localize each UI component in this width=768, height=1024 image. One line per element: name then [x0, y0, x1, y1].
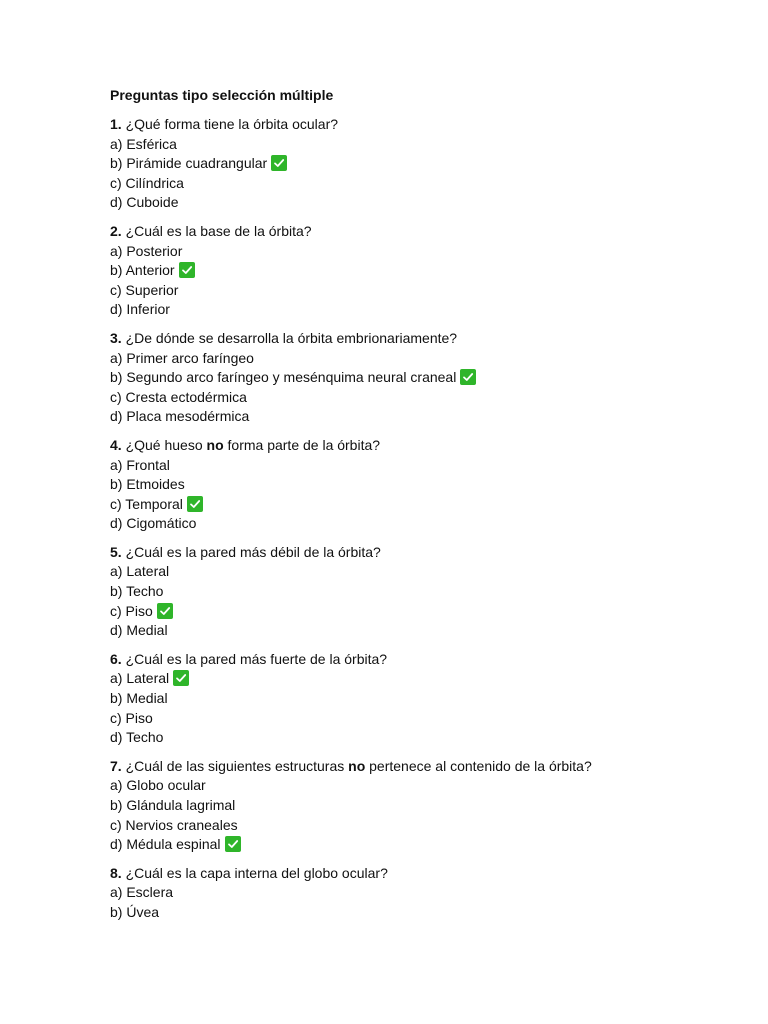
question-emphasis: no	[348, 757, 366, 774]
answer-option	[110, 903, 730, 923]
answer-option	[110, 261, 730, 281]
check-mark-icon	[460, 369, 476, 385]
answer-option-label: b) Úvea	[110, 903, 160, 920]
answer-option-label: b) Medial	[110, 690, 168, 707]
answer-option-label: c) Nervios craneales	[110, 816, 238, 833]
check-mark-icon	[173, 670, 189, 686]
answer-option	[110, 816, 730, 836]
question-5	[110, 543, 730, 641]
answer-option	[110, 883, 730, 903]
question-1	[110, 115, 730, 213]
question-segment: ¿De dónde se desarrolla la órbita embrionariamente?	[121, 329, 458, 346]
answer-option-label: b) Pirámide cuadrangular	[110, 155, 268, 172]
question-text	[110, 115, 730, 135]
answer-option	[110, 349, 730, 369]
question-number: 8.	[110, 864, 122, 881]
answer-option	[110, 621, 730, 641]
question-text	[110, 864, 730, 884]
document-page	[110, 86, 730, 932]
check-mark-icon	[179, 262, 195, 278]
answer-option	[110, 728, 730, 748]
answer-option-label: d) Médula espinal	[110, 836, 221, 853]
answer-option-label: b) Segundo arco faríngeo y mesénquima neural craneal	[110, 369, 457, 386]
question-segment: ¿Cuál es la base de la órbita?	[121, 222, 312, 239]
answer-option-label: d) Placa mesodérmica	[110, 408, 250, 425]
answer-option-label: c) Piso	[110, 602, 153, 619]
answer-option-label: a) Esclera	[110, 884, 174, 901]
answer-option-label: c) Superior	[110, 281, 179, 298]
answer-option	[110, 368, 730, 388]
question-segment: ¿Cuál es la capa interna del globo ocular?	[121, 864, 388, 881]
question-number: 4.	[110, 436, 122, 453]
answer-option-label: b) Techo	[110, 583, 164, 600]
document-title: Preguntas tipo selección múltiple	[110, 87, 334, 103]
question-6	[110, 650, 730, 748]
answer-option	[110, 154, 730, 174]
question-number: 5.	[110, 543, 122, 560]
answer-option-label: d) Inferior	[110, 301, 170, 318]
answer-option-label: d) Cuboide	[110, 194, 179, 211]
check-mark-icon	[157, 603, 173, 619]
answer-option	[110, 796, 730, 816]
answer-option-label: a) Esférica	[110, 135, 177, 152]
answer-option-label: a) Primer arco faríngeo	[110, 349, 254, 366]
answer-option	[110, 135, 730, 155]
question-text	[110, 543, 730, 563]
question-text	[110, 436, 730, 456]
question-segment: ¿Cuál es la pared más débil de la órbita?	[121, 543, 381, 560]
question-text	[110, 329, 730, 349]
answer-option	[110, 514, 730, 534]
question-segment: ¿Cuál es la pared más fuerte de la órbita?	[121, 650, 388, 667]
answer-option-label: d) Cigomático	[110, 515, 197, 532]
answer-option	[110, 562, 730, 582]
check-mark-icon	[225, 836, 241, 852]
answer-option-label: a) Posterior	[110, 242, 183, 259]
question-8	[110, 864, 730, 923]
answer-option	[110, 388, 730, 408]
answer-option-label: a) Frontal	[110, 456, 170, 473]
question-list	[110, 115, 730, 923]
question-2	[110, 222, 730, 320]
answer-option	[110, 709, 730, 729]
question-number: 3.	[110, 329, 122, 346]
answer-option	[110, 602, 730, 622]
question-3	[110, 329, 730, 427]
check-mark-icon	[187, 496, 203, 512]
answer-option	[110, 281, 730, 301]
answer-option-label: d) Medial	[110, 622, 168, 639]
answer-option	[110, 689, 730, 709]
answer-option-label: a) Globo ocular	[110, 777, 206, 794]
question-text	[110, 222, 730, 242]
answer-option	[110, 174, 730, 194]
question-segment: pertenece al contenido de la órbita?	[365, 757, 592, 774]
question-7	[110, 757, 730, 855]
answer-option	[110, 669, 730, 689]
question-emphasis: no	[206, 436, 224, 453]
answer-option	[110, 495, 730, 515]
question-text	[110, 757, 730, 777]
question-number: 7.	[110, 757, 122, 774]
answer-option	[110, 475, 730, 495]
answer-option	[110, 407, 730, 427]
answer-option-label: c) Temporal	[110, 495, 183, 512]
question-segment: ¿Cuál de las siguientes estructuras	[121, 757, 349, 774]
question-segment: forma parte de la órbita?	[223, 436, 381, 453]
answer-option	[110, 242, 730, 262]
question-4	[110, 436, 730, 534]
answer-option-label: d) Techo	[110, 729, 164, 746]
answer-option-label: a) Lateral	[110, 563, 170, 580]
answer-option	[110, 835, 730, 855]
answer-option	[110, 776, 730, 796]
question-segment: ¿Qué forma tiene la órbita ocular?	[121, 116, 339, 132]
question-number: 1.	[110, 116, 122, 132]
answer-option-label: c) Cilíndrica	[110, 174, 184, 191]
question-text	[110, 650, 730, 670]
answer-option	[110, 193, 730, 213]
answer-option-label: b) Anterior	[110, 262, 175, 279]
answer-option	[110, 582, 730, 602]
question-number: 6.	[110, 650, 122, 667]
question-number: 2.	[110, 222, 122, 239]
answer-option-label: c) Cresta ectodérmica	[110, 388, 247, 405]
answer-option-label: a) Lateral	[110, 670, 170, 687]
answer-option-label: b) Etmoides	[110, 476, 185, 493]
check-mark-icon	[271, 155, 287, 171]
answer-option-label: b) Glándula lagrimal	[110, 797, 236, 813]
answer-option	[110, 456, 730, 476]
answer-option	[110, 300, 730, 320]
answer-option-label: c) Piso	[110, 709, 153, 726]
question-segment: ¿Qué hueso	[121, 436, 207, 453]
